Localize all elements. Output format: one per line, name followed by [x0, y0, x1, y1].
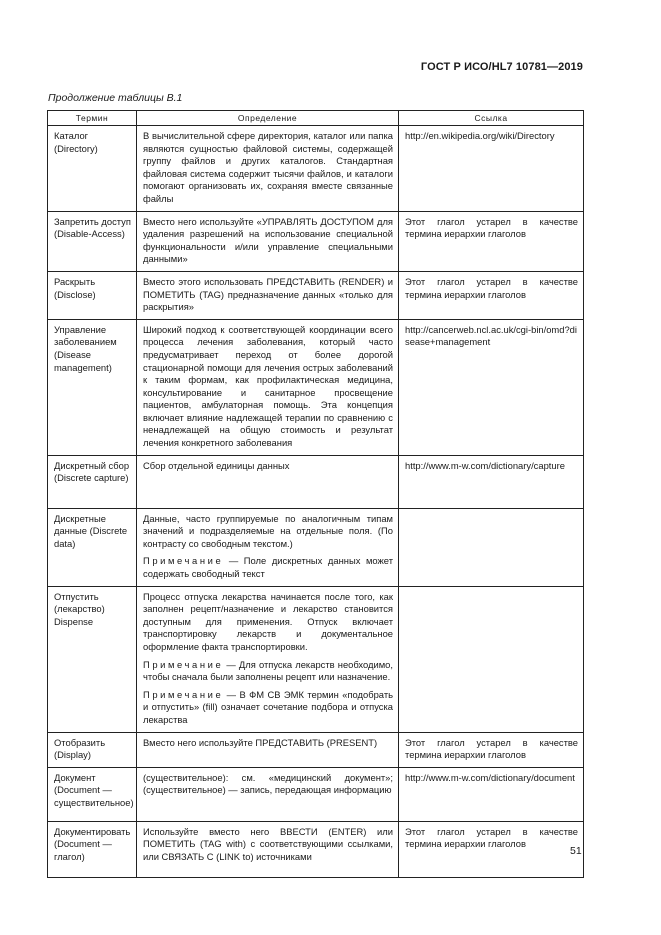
- note-text: — Для отпуска лекарств необходимо, чтобы сначала были заполнены рецепт или назначение.: [143, 658, 393, 683]
- definition-text: Процесс отпуска лекарства начинается после того, как заполнен рецепт/назначение и лекарство становится доступным для применения. Отпуск включает транспортировку лекарств и документальное оформление факта транспортировки.: [143, 590, 393, 652]
- table-row: [48, 586, 584, 732]
- definition-cell: [137, 586, 399, 732]
- definition-text: Используйте вместо него ВВЕСТИ (ENTER) или ПОМЕТИТЬ (TAG with) с соответствующими ссылками, или СВЯЗАТЬ С (LINK to) источниками: [143, 825, 393, 862]
- definition-text: Вместо этого использовать ПРЕДСТАВИТЬ (RENDER) и ПОМЕТИТЬ (TAG) предназначение данных «только для раскрытия»: [143, 275, 393, 313]
- note: [143, 659, 393, 684]
- table-row: [48, 821, 584, 877]
- note-label: Примечание: [143, 688, 224, 700]
- table-row: [48, 455, 584, 508]
- reference-cell: http://www.m-w.com/dictionary/document: [399, 767, 584, 821]
- term-cell: Документировать (Document — глагол): [48, 821, 137, 877]
- definition-cell: [137, 271, 399, 319]
- note: [143, 555, 393, 580]
- definition-cell: [137, 767, 399, 821]
- table-row: [48, 271, 584, 319]
- reference-cell: http://cancerweb.ncl.ac.uk/cgi-bin/omd?disease+management: [399, 319, 584, 455]
- page-number: 51: [570, 845, 582, 857]
- reference-cell: http://en.wikipedia.org/wiki/Directory: [399, 126, 584, 212]
- definition-text: Вместо него используйте ПРЕДСТАВИТЬ (PRESENT): [143, 736, 378, 748]
- term-cell: Раскрыть (Disclose): [48, 271, 137, 319]
- reference-cell: [399, 508, 584, 586]
- note: [143, 689, 393, 727]
- definition-cell: [137, 455, 399, 508]
- table-row: [48, 126, 584, 212]
- note-text: — Поле дискретных данных может содержать свободный текст: [143, 555, 393, 580]
- definition-text: Широкий подход к соответствующей координации всего процесса лечения заболевания, который часто предусматривает переход от более дорогой стационарной помощи для лечения острых заболеваний к таким формам, как профилактическая медицина, консультирование и санитарное просвещение пациентов, амбулаторная помощь. Эта концепция включает влияние надлежащей терапии по сравнению с ненадлежащей на общую стоимость и результат лечения конкретного заболевания: [143, 323, 393, 449]
- column-header-term: Термин: [48, 111, 137, 126]
- term-cell: Запретить доступ (Disable-Access): [48, 211, 137, 271]
- table-caption: Продолжение таблицы В.1: [48, 92, 183, 104]
- term-cell: Дискретный сбор (Discrete capture): [48, 455, 137, 508]
- term-cell: Каталог (Directory): [48, 126, 137, 212]
- note-label: Примечание: [143, 555, 224, 567]
- term-cell: Управление заболеванием (Disease management): [48, 319, 137, 455]
- definition-text: В вычислительной сфере директория, каталог или папка являются сущностью файловой системы, содержащей группу файлов и других каталогов. Стандартная файловая система содержит тысячи файлов, и каталоги помогают организовать их, сохраняя вместе связанные файлы: [143, 130, 393, 204]
- standard-id: ГОСТ Р ИСО/HL7 10781—2019: [420, 61, 583, 73]
- term-cell: Отпустить (лекарство) Dispense: [48, 586, 137, 732]
- reference-cell: http://www.m-w.com/dictionary/capture: [399, 455, 584, 508]
- reference-cell: Этот глагол устарел в качестве термина иерархии глаголов: [399, 732, 584, 767]
- definition-text: Вместо него используйте «УПРАВЛЯТЬ ДОСТУПОМ для удаления разрешений на использование специальной функциональности и/или управление специальными данными»: [143, 215, 393, 265]
- definition-cell: [137, 319, 399, 455]
- definition-cell: [137, 126, 399, 212]
- definition-text: (существительное): см. «медицинский документ»; (существительное) — запись, передающая информацию: [143, 771, 393, 796]
- table-row: [48, 211, 584, 271]
- reference-cell: Этот глагол устарел в качестве термина иерархии глаголов: [399, 211, 584, 271]
- definition-cell: [137, 821, 399, 877]
- definition-text: Данные, часто группируемые по аналогичным типам значений и подразделяемые на отдельные поля. (По контрасту со свободным текстом.): [143, 512, 393, 549]
- column-header-definition: Определение: [137, 111, 399, 126]
- table-row: [48, 508, 584, 586]
- table-row: [48, 732, 584, 767]
- table-row: [48, 319, 584, 455]
- note-label: Примечание: [143, 658, 224, 670]
- definition-text: Сбор отдельной единицы данных: [143, 459, 290, 471]
- term-cell: Дискретные данные (Discrete data): [48, 508, 137, 586]
- term-cell: Отобразить (Display): [48, 732, 137, 767]
- table-row: [48, 767, 584, 821]
- column-header-reference: Ссылка: [399, 111, 584, 126]
- definition-cell: [137, 732, 399, 767]
- definition-cell: [137, 508, 399, 586]
- definitions-table: [47, 110, 584, 878]
- definition-cell: [137, 211, 399, 271]
- term-cell: Документ (Document — существительное): [48, 767, 137, 821]
- table-header-row: [48, 111, 584, 126]
- reference-cell: Этот глагол устарел в качестве термина иерархии глаголов: [399, 821, 584, 877]
- note-text: — В ФМ СВ ЭМК термин «подобрать и отпустить» (fill) означает сочетание подбора и отпуска лекарства: [143, 688, 393, 725]
- reference-cell: [399, 586, 584, 732]
- reference-cell: Этот глагол устарел в качестве термина иерархии глаголов: [399, 271, 584, 319]
